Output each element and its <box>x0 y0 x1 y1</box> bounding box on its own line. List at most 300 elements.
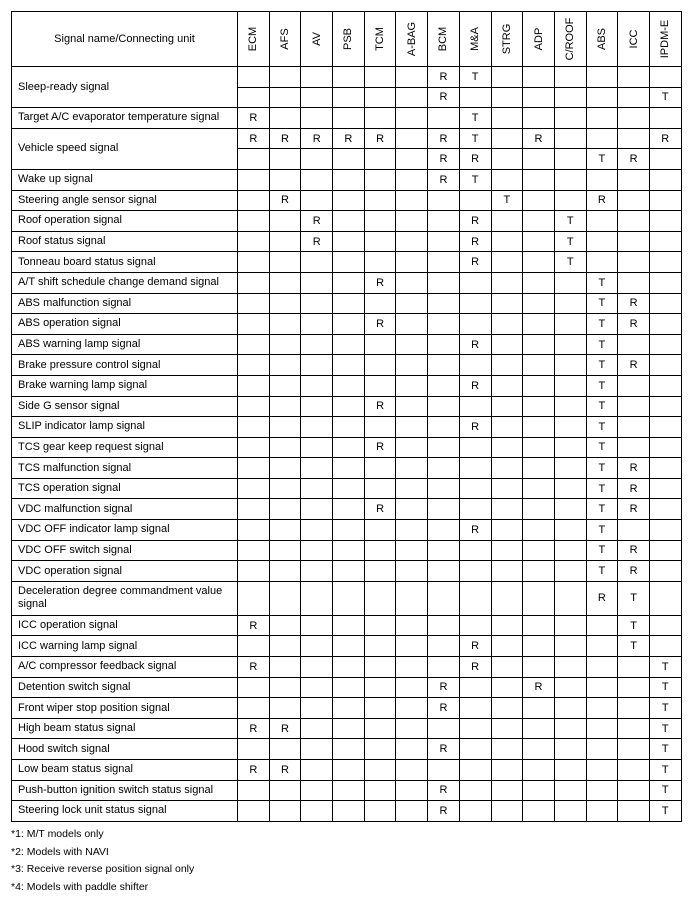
table-row <box>12 478 682 499</box>
signal-cell: R <box>428 169 460 190</box>
signal-cell <box>459 677 491 698</box>
signal-cell <box>364 520 396 541</box>
signal-cell: R <box>428 149 460 170</box>
signal-cell <box>333 169 365 190</box>
footnote: *2: Models with NAVI <box>11 845 109 858</box>
signal-cell <box>269 375 301 396</box>
signal-cell <box>586 718 618 739</box>
signal-cell <box>269 581 301 615</box>
signal-cell <box>618 698 650 719</box>
unit-header <box>238 12 270 67</box>
signal-name: Push-button ignition switch status signal <box>12 780 238 801</box>
unit-header <box>459 12 491 67</box>
signal-cell <box>618 437 650 458</box>
signal-name: ICC operation signal <box>12 615 238 636</box>
signal-cell <box>618 718 650 739</box>
signal-cell <box>428 375 460 396</box>
signal-cell <box>301 801 333 822</box>
signal-cell <box>238 396 270 417</box>
signal-cell <box>428 520 460 541</box>
signal-cell <box>396 355 428 376</box>
signal-cell <box>364 801 396 822</box>
signal-cell <box>523 437 555 458</box>
signal-cell <box>554 739 586 760</box>
signal-cell <box>649 272 681 293</box>
signal-cell <box>554 499 586 520</box>
signal-cell <box>649 417 681 438</box>
signal-cell <box>364 561 396 582</box>
signal-cell <box>428 458 460 479</box>
signal-cell <box>649 149 681 170</box>
signal-cell <box>491 108 523 129</box>
signal-cell <box>301 87 333 108</box>
unit-header-label: TCM <box>374 27 387 51</box>
signal-cell <box>396 698 428 719</box>
signal-cell <box>554 293 586 314</box>
signal-cell <box>618 334 650 355</box>
table-row <box>12 211 682 232</box>
signal-cell <box>586 87 618 108</box>
signal-cell <box>618 108 650 129</box>
signal-cell <box>523 636 555 657</box>
signal-cell <box>523 581 555 615</box>
signal-cell <box>428 540 460 561</box>
signal-cell <box>238 334 270 355</box>
signal-cell <box>364 677 396 698</box>
unit-header <box>649 12 681 67</box>
signal-cell <box>238 698 270 719</box>
signal-cell <box>523 780 555 801</box>
signal-cell <box>554 780 586 801</box>
table-row <box>12 677 682 698</box>
signal-cell <box>554 334 586 355</box>
signal-cell <box>301 149 333 170</box>
signal-cell <box>301 540 333 561</box>
signal-cell <box>333 520 365 541</box>
signal-cell: R <box>238 615 270 636</box>
signal-cell <box>364 355 396 376</box>
signal-cell <box>396 149 428 170</box>
signal-cell <box>396 780 428 801</box>
signal-cell <box>491 211 523 232</box>
signal-cell <box>554 396 586 417</box>
signal-cell <box>238 478 270 499</box>
signal-cell <box>554 760 586 781</box>
signal-cell <box>491 499 523 520</box>
signal-cell <box>618 190 650 211</box>
signal-cell <box>364 149 396 170</box>
table-row <box>12 698 682 719</box>
signal-cell: R <box>618 314 650 335</box>
signal-cell <box>333 293 365 314</box>
signal-cell <box>301 272 333 293</box>
signal-table <box>11 11 682 822</box>
signal-cell <box>238 252 270 273</box>
signal-cell <box>618 231 650 252</box>
signal-name: ICC warning lamp signal <box>12 636 238 657</box>
signal-cell: T <box>586 396 618 417</box>
signal-cell <box>649 231 681 252</box>
signal-cell <box>459 698 491 719</box>
signal-cell <box>491 458 523 479</box>
signal-name: A/T shift schedule change demand signal <box>12 272 238 293</box>
unit-header <box>333 12 365 67</box>
signal-cell <box>301 499 333 520</box>
signal-cell: T <box>586 520 618 541</box>
unit-header <box>364 12 396 67</box>
signal-cell: T <box>649 718 681 739</box>
signal-cell <box>649 478 681 499</box>
signal-cell <box>301 396 333 417</box>
signal-cell: T <box>618 615 650 636</box>
signal-cell <box>396 581 428 615</box>
signal-cell <box>238 437 270 458</box>
signal-cell <box>269 561 301 582</box>
signal-cell <box>618 87 650 108</box>
signal-cell <box>238 520 270 541</box>
signal-cell <box>459 615 491 636</box>
signal-cell: R <box>618 561 650 582</box>
signal-cell <box>364 108 396 129</box>
unit-header <box>618 12 650 67</box>
signal-cell <box>333 657 365 678</box>
signal-cell <box>491 718 523 739</box>
signal-cell <box>554 87 586 108</box>
signal-cell <box>301 739 333 760</box>
signal-cell <box>491 780 523 801</box>
signal-name: Vehicle speed signal <box>12 128 238 169</box>
signal-cell <box>396 272 428 293</box>
signal-cell <box>301 293 333 314</box>
signal-cell <box>238 375 270 396</box>
signal-cell <box>269 437 301 458</box>
signal-cell <box>649 108 681 129</box>
signal-cell <box>364 375 396 396</box>
signal-cell <box>554 314 586 335</box>
signal-cell <box>364 169 396 190</box>
table-row <box>12 499 682 520</box>
unit-header-label: ABS <box>595 27 608 51</box>
signal-cell <box>618 780 650 801</box>
signal-cell <box>364 780 396 801</box>
signal-cell <box>618 417 650 438</box>
signal-name: ABS operation signal <box>12 314 238 335</box>
table-row <box>12 561 682 582</box>
footnote: *4: Models with paddle shifter <box>11 880 149 893</box>
signal-cell <box>491 334 523 355</box>
signal-cell <box>428 293 460 314</box>
signal-cell <box>396 760 428 781</box>
signal-cell <box>301 581 333 615</box>
signal-cell <box>396 128 428 149</box>
signal-cell <box>491 677 523 698</box>
signal-cell <box>618 375 650 396</box>
signal-cell <box>269 396 301 417</box>
signal-cell <box>269 739 301 760</box>
signal-cell <box>554 149 586 170</box>
signal-cell <box>269 314 301 335</box>
signal-cell <box>396 108 428 129</box>
signal-name: Brake warning lamp signal <box>12 375 238 396</box>
signal-cell <box>618 677 650 698</box>
signal-cell <box>333 252 365 273</box>
signal-cell <box>333 581 365 615</box>
signal-name: VDC OFF indicator lamp signal <box>12 520 238 541</box>
signal-cell <box>238 780 270 801</box>
signal-cell <box>523 396 555 417</box>
signal-cell: T <box>586 437 618 458</box>
signal-cell <box>459 581 491 615</box>
signal-cell <box>301 190 333 211</box>
signal-cell: R <box>459 211 491 232</box>
signal-cell: R <box>301 211 333 232</box>
signal-cell <box>554 801 586 822</box>
signal-cell: T <box>586 478 618 499</box>
signal-cell <box>428 272 460 293</box>
signal-cell <box>618 169 650 190</box>
signal-cell <box>523 458 555 479</box>
signal-cell <box>523 520 555 541</box>
signal-cell <box>396 169 428 190</box>
signal-cell <box>301 780 333 801</box>
table-row <box>12 334 682 355</box>
signal-cell <box>333 677 365 698</box>
signal-cell: R <box>618 355 650 376</box>
signal-cell: R <box>459 520 491 541</box>
signal-name: ABS malfunction signal <box>12 293 238 314</box>
signal-cell <box>396 231 428 252</box>
signal-cell: T <box>649 780 681 801</box>
signal-cell <box>301 636 333 657</box>
signal-cell: R <box>618 149 650 170</box>
signal-cell: R <box>618 540 650 561</box>
signal-cell: R <box>364 396 396 417</box>
unit-header-label: C/ROOF <box>564 17 577 61</box>
signal-cell <box>364 657 396 678</box>
signal-cell <box>428 718 460 739</box>
signal-cell <box>238 355 270 376</box>
signal-cell <box>396 636 428 657</box>
signal-cell <box>428 396 460 417</box>
unit-header-label: PSB <box>342 27 355 51</box>
signal-cell <box>618 520 650 541</box>
signal-cell <box>491 231 523 252</box>
signal-cell: R <box>428 801 460 822</box>
signal-cell <box>523 540 555 561</box>
unit-header <box>269 12 301 67</box>
signal-cell <box>238 293 270 314</box>
signal-cell <box>554 657 586 678</box>
signal-cell: R <box>364 128 396 149</box>
signal-cell <box>396 314 428 335</box>
signal-cell <box>523 355 555 376</box>
signal-cell <box>491 698 523 719</box>
signal-cell <box>554 458 586 479</box>
signal-cell: R <box>523 677 555 698</box>
signal-cell <box>364 334 396 355</box>
signal-cell <box>586 128 618 149</box>
signal-cell <box>364 540 396 561</box>
signal-name: Wake up signal <box>12 169 238 190</box>
signal-cell: T <box>618 636 650 657</box>
signal-cell <box>238 169 270 190</box>
signal-cell <box>269 87 301 108</box>
signal-cell <box>491 293 523 314</box>
signal-cell <box>459 718 491 739</box>
signal-cell <box>269 355 301 376</box>
signal-cell <box>491 581 523 615</box>
footnote: *1: M/T models only <box>11 828 104 840</box>
signal-cell: T <box>586 417 618 438</box>
table-row <box>12 581 682 615</box>
signal-name: TCS malfunction signal <box>12 458 238 479</box>
signal-cell <box>649 396 681 417</box>
unit-header-label: M&A <box>469 27 482 51</box>
signal-cell <box>364 417 396 438</box>
signal-cell: R <box>333 128 365 149</box>
signal-cell <box>586 211 618 232</box>
signal-cell <box>491 615 523 636</box>
signal-cell: R <box>238 128 270 149</box>
signal-cell <box>428 108 460 129</box>
table-row <box>12 458 682 479</box>
signal-cell: T <box>586 540 618 561</box>
signal-cell: R <box>649 128 681 149</box>
signal-cell <box>491 314 523 335</box>
signal-cell <box>269 677 301 698</box>
signal-cell: T <box>459 169 491 190</box>
table-row <box>12 801 682 822</box>
signal-cell <box>491 169 523 190</box>
signal-cell <box>238 739 270 760</box>
signal-cell <box>301 698 333 719</box>
signal-cell <box>269 334 301 355</box>
signal-cell <box>586 636 618 657</box>
unit-header-label: ICC <box>627 29 640 49</box>
signal-cell <box>649 334 681 355</box>
signal-cell <box>459 314 491 335</box>
signal-cell <box>333 540 365 561</box>
signal-cell <box>333 458 365 479</box>
signal-name: TCS gear keep request signal <box>12 437 238 458</box>
signal-name: Tonneau board status signal <box>12 252 238 273</box>
signal-cell <box>523 231 555 252</box>
signal-cell <box>301 677 333 698</box>
signal-cell <box>491 760 523 781</box>
signal-cell <box>238 801 270 822</box>
signal-cell <box>491 272 523 293</box>
signal-cell <box>491 396 523 417</box>
signal-cell: T <box>554 231 586 252</box>
signal-cell <box>301 334 333 355</box>
unit-header-label: AFS <box>279 28 292 50</box>
signal-cell <box>269 211 301 232</box>
signal-cell <box>238 231 270 252</box>
signal-name: Deceleration degree commandment value signal <box>12 581 238 615</box>
signal-cell <box>523 334 555 355</box>
signal-cell <box>459 801 491 822</box>
signal-cell <box>459 190 491 211</box>
signal-cell <box>523 252 555 273</box>
signal-cell: T <box>459 108 491 129</box>
table-row <box>12 417 682 438</box>
unit-header-label: IPDM-E <box>659 19 672 59</box>
signal-cell: T <box>459 128 491 149</box>
signal-name: Low beam status signal <box>12 760 238 781</box>
signal-cell <box>269 520 301 541</box>
signal-cell <box>269 272 301 293</box>
signal-cell: T <box>554 211 586 232</box>
signal-cell <box>333 760 365 781</box>
signal-cell <box>649 293 681 314</box>
signal-cell <box>459 458 491 479</box>
signal-cell <box>333 211 365 232</box>
signal-cell: R <box>618 478 650 499</box>
signal-cell: R <box>459 149 491 170</box>
signal-cell <box>649 615 681 636</box>
signal-cell <box>523 272 555 293</box>
signal-cell <box>554 437 586 458</box>
signal-cell <box>396 458 428 479</box>
signal-cell: T <box>649 657 681 678</box>
signal-name: Front wiper stop position signal <box>12 698 238 719</box>
signal-cell: R <box>459 231 491 252</box>
signal-cell <box>333 67 365 88</box>
signal-cell: T <box>586 334 618 355</box>
unit-header <box>428 12 460 67</box>
signal-cell <box>333 417 365 438</box>
signal-cell <box>523 149 555 170</box>
signal-cell <box>459 540 491 561</box>
signal-cell: R <box>428 780 460 801</box>
signal-cell <box>396 520 428 541</box>
signal-cell <box>428 190 460 211</box>
signal-cell <box>618 67 650 88</box>
table-row <box>12 760 682 781</box>
signal-cell <box>333 87 365 108</box>
signal-cell <box>649 458 681 479</box>
signal-name: High beam status signal <box>12 718 238 739</box>
signal-cell <box>554 67 586 88</box>
signal-cell <box>333 314 365 335</box>
signal-cell <box>649 67 681 88</box>
signal-cell: R <box>618 499 650 520</box>
signal-cell <box>396 478 428 499</box>
signal-cell <box>333 499 365 520</box>
signal-column-header: Signal name/Connecting unit <box>12 12 238 67</box>
signal-cell <box>396 677 428 698</box>
signal-cell <box>364 478 396 499</box>
signal-cell <box>396 499 428 520</box>
signal-cell <box>238 540 270 561</box>
signal-cell: R <box>428 677 460 698</box>
table-header-row <box>12 12 682 67</box>
signal-cell <box>554 272 586 293</box>
signal-cell: R <box>586 581 618 615</box>
signal-cell <box>459 437 491 458</box>
signal-cell <box>269 780 301 801</box>
signal-cell <box>554 169 586 190</box>
signal-cell <box>238 211 270 232</box>
signal-cell: R <box>269 190 301 211</box>
signal-cell <box>396 334 428 355</box>
signal-cell <box>523 190 555 211</box>
signal-cell <box>428 581 460 615</box>
signal-cell <box>459 87 491 108</box>
signal-cell <box>364 211 396 232</box>
signal-name: VDC OFF switch signal <box>12 540 238 561</box>
unit-header <box>491 12 523 67</box>
